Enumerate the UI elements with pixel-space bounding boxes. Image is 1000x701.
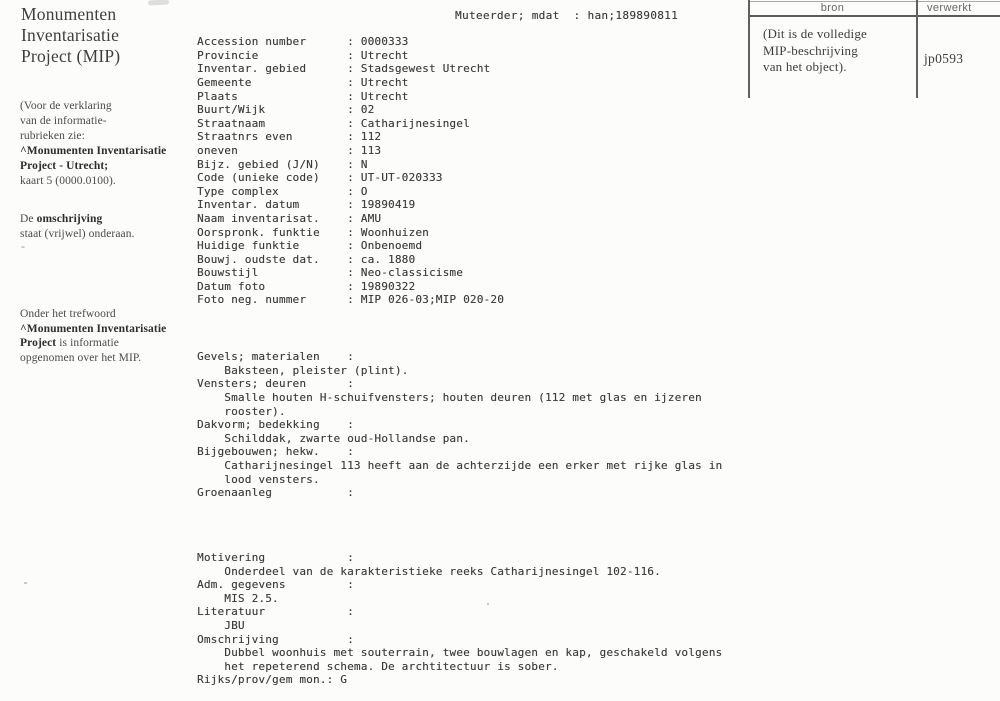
record-line: Bouwstijl : Neo-classicisme bbox=[197, 266, 464, 280]
record-line: Gemeente : Utrecht bbox=[197, 75, 409, 89]
scan-speck bbox=[24, 582, 27, 584]
record-line: Adm. gegevens : bbox=[197, 578, 354, 592]
note-text: is informatie bbox=[56, 337, 119, 350]
record-line: Provincie : Utrecht bbox=[197, 48, 409, 62]
record-line: Buurt/Wijk : 02 bbox=[197, 103, 375, 117]
stamp-table-verwerkt-value: jp0593 bbox=[924, 51, 964, 66]
scan-dash-mark: - bbox=[21, 239, 25, 253]
stamp-table-left-border bbox=[748, 0, 750, 98]
document-title-line: Project (MIP) bbox=[21, 46, 121, 66]
record-line: Bijgebouwen; hekw. : bbox=[197, 445, 354, 459]
sidebar-note-trefwoord bbox=[20, 307, 166, 365]
record-line: het repeterend schema. De archtitectuur is sober. bbox=[197, 659, 559, 673]
note-line: Onder het trefwoord bbox=[20, 308, 116, 320]
note-line: opgenomen over het MIP. bbox=[20, 351, 142, 364]
record-line: oneven : 113 bbox=[197, 143, 382, 157]
record-line: Huidige funktie : Onbenoemd bbox=[197, 239, 423, 253]
record-line: Bijz. gebied (J/N) : N bbox=[197, 157, 368, 171]
note-line: (Voor de verklaring bbox=[20, 100, 112, 112]
record-line: Groenaanleg : bbox=[197, 486, 354, 500]
record-line: Baksteen, pleister (plint). bbox=[197, 363, 409, 377]
note-text-bold: Project bbox=[20, 337, 57, 350]
stamp-table-header-verwerkt: verwerkt bbox=[927, 2, 972, 14]
stamp-table-column-divider bbox=[916, 0, 918, 98]
record-line: Dakvorm; bedekking : bbox=[197, 418, 354, 432]
record-block-identification bbox=[197, 35, 722, 307]
document-title-line: Inventarisatie bbox=[21, 25, 120, 45]
scan-smudge bbox=[148, 0, 169, 6]
record-line: Type complex : O bbox=[197, 184, 368, 198]
document-title bbox=[21, 4, 120, 67]
sidebar-note-omschrijving bbox=[20, 212, 135, 242]
note-text: De bbox=[20, 213, 37, 225]
record-line: Straatnaam : Catharijnesingel bbox=[197, 116, 470, 130]
record-line: Schilddak, zwarte oud-Hollandse pan. bbox=[197, 431, 470, 445]
record-muteerder-field: Muteerder; mdat : han;189890811 bbox=[455, 9, 679, 22]
record-line: Accession number : 0000333 bbox=[197, 35, 409, 49]
record-line: Code (unieke code) : UT-UT-020333 bbox=[197, 171, 443, 185]
record-line: Literatuur : bbox=[197, 605, 354, 619]
record-line: Foto neg. nummer : MIP 026-03;MIP 020-20 bbox=[197, 293, 505, 307]
record-line: Datum foto : 19890322 bbox=[197, 279, 416, 293]
record-line: rooster). bbox=[197, 404, 286, 418]
record-line: Dubbel woonhuis met souterrain, twee bouwlagen en kap, geschakeld volgens bbox=[197, 646, 723, 660]
record-line: Catharijnesingel 113 heeft aan de achterzijde een erker met rijke glas in bbox=[197, 459, 723, 472]
bron-note-line: MIP-beschrijving bbox=[763, 42, 858, 58]
scan-speck bbox=[487, 603, 489, 605]
stamp-table-header-bron: bron bbox=[820, 2, 845, 14]
record-line: Bouwj. oudste dat. : ca. 1880 bbox=[197, 252, 416, 266]
record-block-exterior bbox=[197, 350, 722, 500]
record-block-assessment bbox=[197, 551, 722, 687]
note-line-bold: ^Monumenten Inventarisatie bbox=[20, 145, 167, 157]
record-line: Inventar. gebied : Stadsgewest Utrecht bbox=[197, 62, 491, 76]
record-line: Gevels; materialen : bbox=[197, 350, 354, 364]
record-line: Oorspronk. funktie : Woonhuizen bbox=[197, 225, 429, 239]
note-line-bold: Project - Utrecht; bbox=[20, 160, 109, 172]
sidebar-note-explanation bbox=[20, 99, 166, 189]
note-line: van de informatie- bbox=[20, 115, 107, 127]
record-line: Smalle houten H-schuifvensters; houten deuren (112 met glas en ijzeren bbox=[197, 391, 702, 405]
record-line: Omschrijving : bbox=[197, 632, 354, 646]
record-line: lood vensters. bbox=[197, 472, 320, 486]
stamp-table-bron-note bbox=[763, 26, 867, 76]
bron-note-line: (Dit is de volledige bbox=[763, 26, 868, 41]
record-line: Inventar. datum : 19890419 bbox=[197, 198, 416, 212]
note-text-bold: omschrijving bbox=[36, 213, 103, 225]
note-line bbox=[20, 336, 166, 351]
bron-note-line: van het object). bbox=[763, 59, 847, 74]
record-text-column bbox=[197, 8, 722, 701]
record-line: JBU bbox=[197, 618, 245, 632]
record-line: Onderdeel van de karakteristieke reeks Catharijnesingel 102-116. bbox=[197, 564, 661, 578]
document-title-line: Monumenten bbox=[21, 4, 117, 24]
record-line: Rijks/prov/gem mon.: G bbox=[197, 673, 348, 687]
note-line: kaart 5 (0000.0100). bbox=[20, 175, 116, 187]
note-line bbox=[20, 212, 135, 227]
record-line: Plaats : Utrecht bbox=[197, 89, 409, 103]
record-line: Motivering : bbox=[197, 550, 354, 564]
note-line: rubrieken zie: bbox=[20, 130, 85, 142]
record-line: Straatnrs even : 112 bbox=[197, 130, 382, 144]
note-line: staat (vrijwel) onderaan. bbox=[20, 228, 135, 240]
record-line: Vensters; deuren : bbox=[197, 377, 354, 391]
record-line: Naam inventarisat. : AMU bbox=[197, 211, 382, 225]
note-line-bold: ^Monumenten Inventarisatie bbox=[20, 322, 167, 335]
stamp-table-header-underline bbox=[749, 15, 1000, 17]
record-line: MIS 2.5. bbox=[197, 591, 279, 605]
